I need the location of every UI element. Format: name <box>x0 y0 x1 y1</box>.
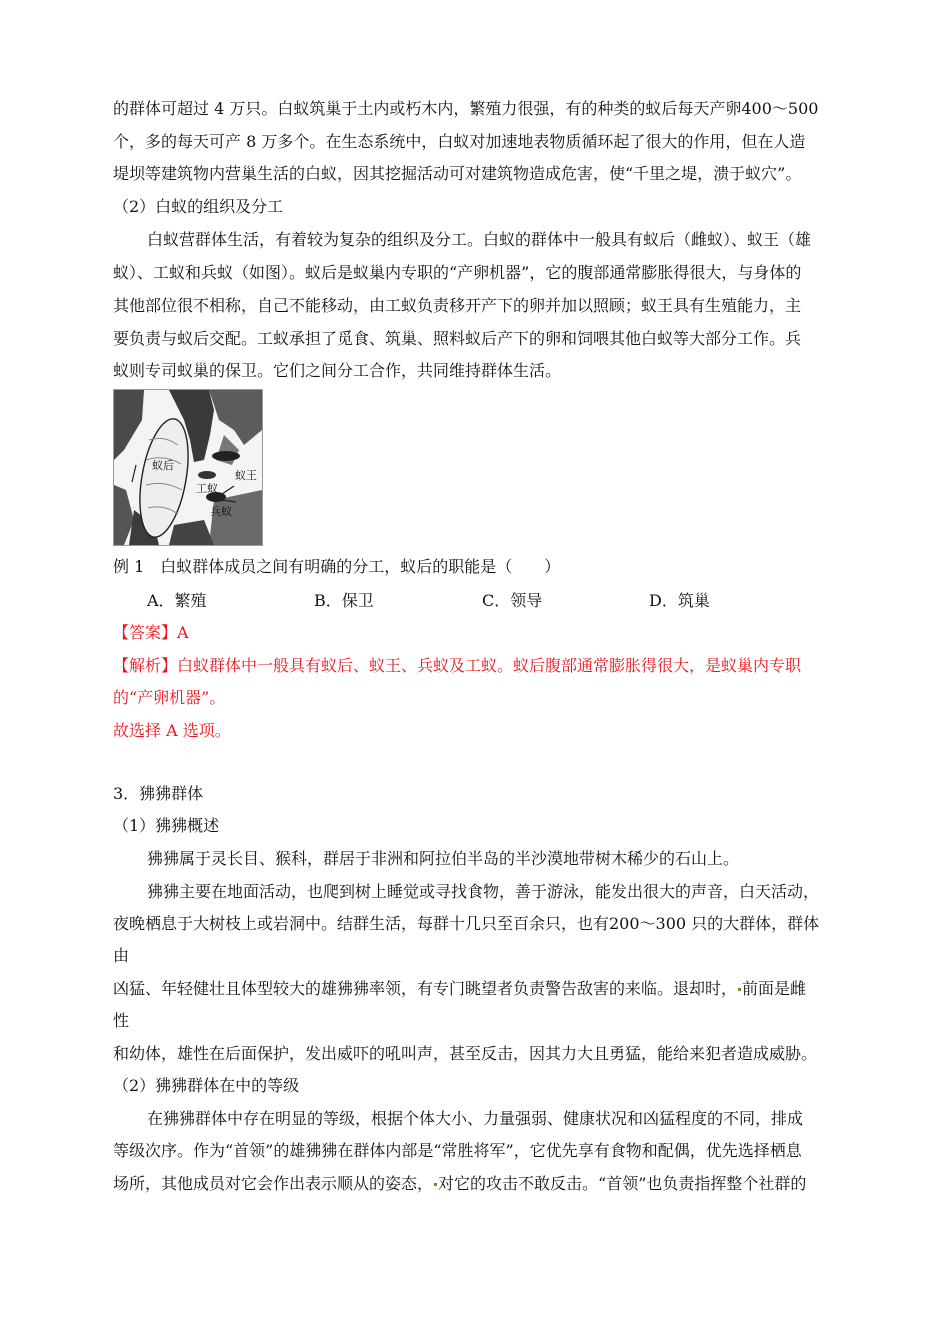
paragraph-line: 堤坝等建筑物内营巢生活的白蚁，因其挖掘活动可对建筑物造成危害，使“千里之堤，溃于蚁穴”。 <box>113 164 802 183</box>
paragraph-line: 的群体可超过 4 万只。白蚁筑巢于土内或朽木内，繁殖力很强，有的种类的蚁后每天产卵400～500 <box>113 99 819 118</box>
worker-label: 工蚁 <box>196 482 218 495</box>
queen-label: 蚁后 <box>152 459 174 472</box>
paragraph-line <box>113 979 806 999</box>
paragraph-line: 狒狒属于灵长目、猴科，群居于非洲和阿拉伯半岛的半沙漠地带树木稀少的石山上。 <box>147 849 740 868</box>
option-d: D．筑巢 <box>649 591 710 610</box>
paragraph-line: 等级次序。作为“首领”的雄狒狒在群体内部是“常胜将军”，它优先享有食物和配偶，优先选择栖息 <box>113 1141 802 1160</box>
paragraph-line: 个，多的每天可产 8 万多个。在生态系统中，白蚁对加速地表物质循环起了很大的作用，但在人造 <box>113 132 806 151</box>
text-segment: 前面是雌 <box>742 979 807 998</box>
paragraph-line: 由 <box>113 946 130 965</box>
paragraph-line: 要负责与蚁后交配。工蚁承担了觅食、筑巢、照料蚁后产下的卵和饲喂其他白蚁等大部分工作。兵 <box>113 329 802 348</box>
example-question: 例 1 白蚁群体成员之间有明确的分工，蚁后的职能是（ ） <box>113 557 561 576</box>
paragraph-line: 性 <box>113 1011 130 1030</box>
paragraph-line: 和幼体，雄性在后面保护，发出威吓的吼叫声，甚至反击，因其力大且勇猛，能给来犯者造成威胁。 <box>113 1044 818 1063</box>
answer: 【答案】A <box>113 623 189 642</box>
text-segment: 对它的攻击不敢反击。“首领”也负责指挥整个社群的 <box>438 1174 807 1193</box>
text-segment: 场所，其他成员对它会作出表示顺从的姿态， <box>113 1174 434 1193</box>
text-segment: 凶猛、年轻健壮且体型较大的雄狒狒率领，有专门眺望者负责警告敌害的来临。退却时， <box>113 979 738 998</box>
section-heading: （2）白蚁的组织及分工 <box>113 197 284 216</box>
section-heading: 3．狒狒群体 <box>113 784 204 803</box>
soldier-label: 兵蚁 <box>210 505 232 518</box>
paragraph-line <box>113 1174 806 1194</box>
paragraph-line: 蚁）、工蚁和兵蚁（如图）。蚁后是蚁巢内专职的“产卵机器”，它的腹部通常膨胀得很大，与身体的 <box>113 263 802 282</box>
analysis-line: 【解析】白蚁群体中一般具有蚁后、蚁王、兵蚁及工蚁。蚁后腹部通常膨胀得很大，是蚁巢内专职 <box>113 656 802 675</box>
subsection-heading: （2）狒狒群体在中的等级 <box>113 1076 300 1095</box>
termite-illustration <box>114 390 262 545</box>
option-c: C．领导 <box>482 591 543 610</box>
conclusion: 故选择 A 选项。 <box>113 721 231 740</box>
king-label: 蚁王 <box>235 469 257 482</box>
option-a: A．繁殖 <box>147 591 207 610</box>
edit-mark-icon <box>434 1183 437 1186</box>
analysis-line: 的“产卵机器”。 <box>113 688 226 707</box>
termite-figure <box>113 389 263 546</box>
option-b: B．保卫 <box>314 591 374 610</box>
paragraph-line: 白蚁营群体生活，有着较为复杂的组织及分工。白蚁的群体中一般具有蚁后（雌蚁）、蚁王（雄 <box>147 230 812 249</box>
paragraph-line: 蚁则专司蚁巢的保卫。它们之间分工合作，共同维持群体生活。 <box>113 361 562 380</box>
paragraph-line: 其他部位很不相称，自己不能移动，由工蚁负责移开产下的卵并加以照顾；蚁王具有生殖能力，主 <box>113 296 802 315</box>
paragraph-line: 狒狒主要在地面活动，也爬到树上睡觉或寻找食物，善于游泳，能发出很大的声音，白天活动， <box>147 882 820 901</box>
subsection-heading: （1）狒狒概述 <box>113 816 220 835</box>
paragraph-line: 夜晚栖息于大树枝上或岩洞中。结群生活，每群十几只至百余只，也有200～300 只的大群体，群体 <box>113 914 820 933</box>
paragraph-line: 在狒狒群体中存在明显的等级，根据个体大小、力量强弱、健康状况和凶猛程度的不同，排成 <box>147 1109 804 1128</box>
edit-mark-icon <box>738 988 741 991</box>
